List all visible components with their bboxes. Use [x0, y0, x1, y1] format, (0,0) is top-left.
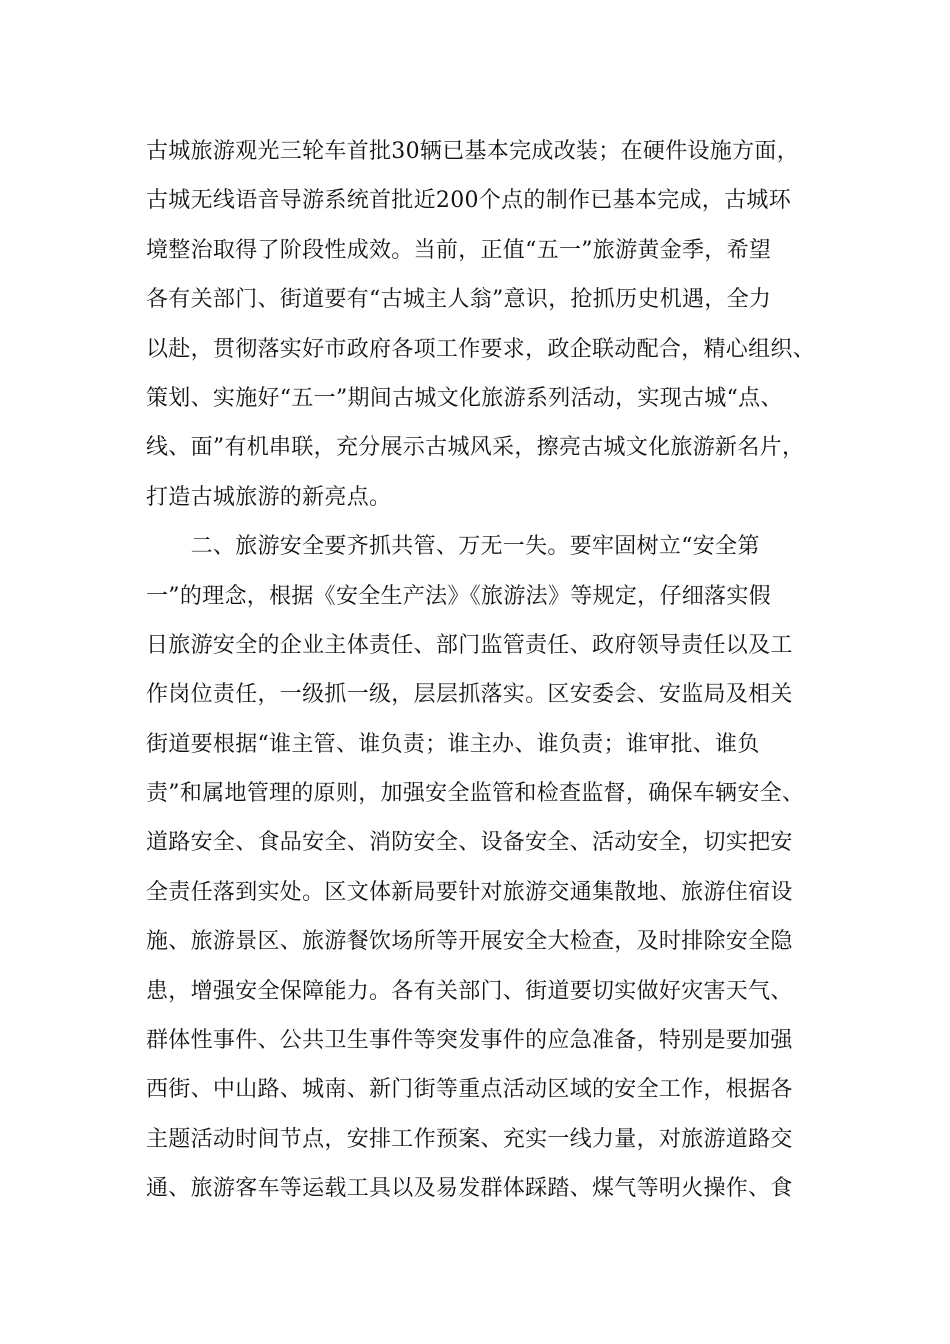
document-body: [146, 127, 826, 1214]
text-line: 古城旅游观光三轮车首批30辆已基本完成改装；在硬件设施方面，: [146, 139, 799, 164]
text-line: 西街、中山路、城南、新门街等重点活动区域的安全工作，根据各: [146, 1077, 793, 1103]
text-line: 通、旅游客车等运载工具以及易发群体踩踏、煤气等明火操作、食: [146, 1176, 793, 1202]
text-line: 责”和属地管理的原则，加强安全监管和检查监督，确保车辆安全、: [146, 781, 805, 807]
text-line: 日旅游安全的企业主体责任、部门监管责任、政府领导责任以及工: [146, 632, 793, 658]
text-line: 施、旅游景区、旅游餐饮场所等开展安全大检查，及时排除安全隐: [146, 929, 793, 955]
text-line: 全责任落到实处。区文体新局要针对旅游交通集散地、旅游住宿设: [146, 879, 793, 905]
text-line: 主题活动时间节点，安排工作预案、充实一线力量，对旅游道路交: [146, 1126, 793, 1152]
text-line: 一”的理念，根据《安全生产法》《旅游法》等规定，仔细落实假: [146, 583, 771, 609]
text-line: 作岗位责任，一级抓一级，层层抓落实。区安委会、安监局及相关: [146, 682, 793, 708]
text-line: 境整治取得了阶段性成效。当前，正值“五一”旅游黄金季，希望: [146, 237, 772, 263]
text-line: 古城无线语音导游系统首批近200个点的制作已基本完成，古城环: [146, 188, 791, 214]
text-line: 患，增强安全保障能力。各有关部门、街道要切实做好灾害天气、: [146, 978, 793, 1004]
paragraph-2: [146, 522, 826, 1213]
text-line: 以赴，贯彻落实好市政府各项工作要求，政企联动配合，精心组织、: [146, 336, 816, 362]
text-line: 二、旅游安全要齐抓共管、万无一失。要牢固树立“安全第: [146, 534, 760, 560]
text-line: 各有关部门、街道要有“古城主人翁”意识，抢抓历史机遇，全力: [146, 287, 772, 313]
text-line: 线、面”有机串联，充分展示古城风采，擦亮古城文化旅游新名片，: [146, 435, 805, 461]
text-line: 街道要根据“谁主管、谁负责；谁主办、谁负责；谁审批、谁负: [146, 731, 760, 757]
text-line: 打造古城旅游的新亮点。: [146, 484, 392, 510]
text-line: 道路安全、食品安全、消防安全、设备安全、活动安全，切实把安: [146, 830, 793, 856]
text-line: 策划、实施好“五一”期间古城文化旅游系列活动，实现古城“点、: [146, 385, 783, 411]
paragraph-1: [146, 127, 826, 522]
text-line: 群体性事件、公共卫生事件等突发事件的应急准备，特别是要加强: [146, 1028, 793, 1054]
